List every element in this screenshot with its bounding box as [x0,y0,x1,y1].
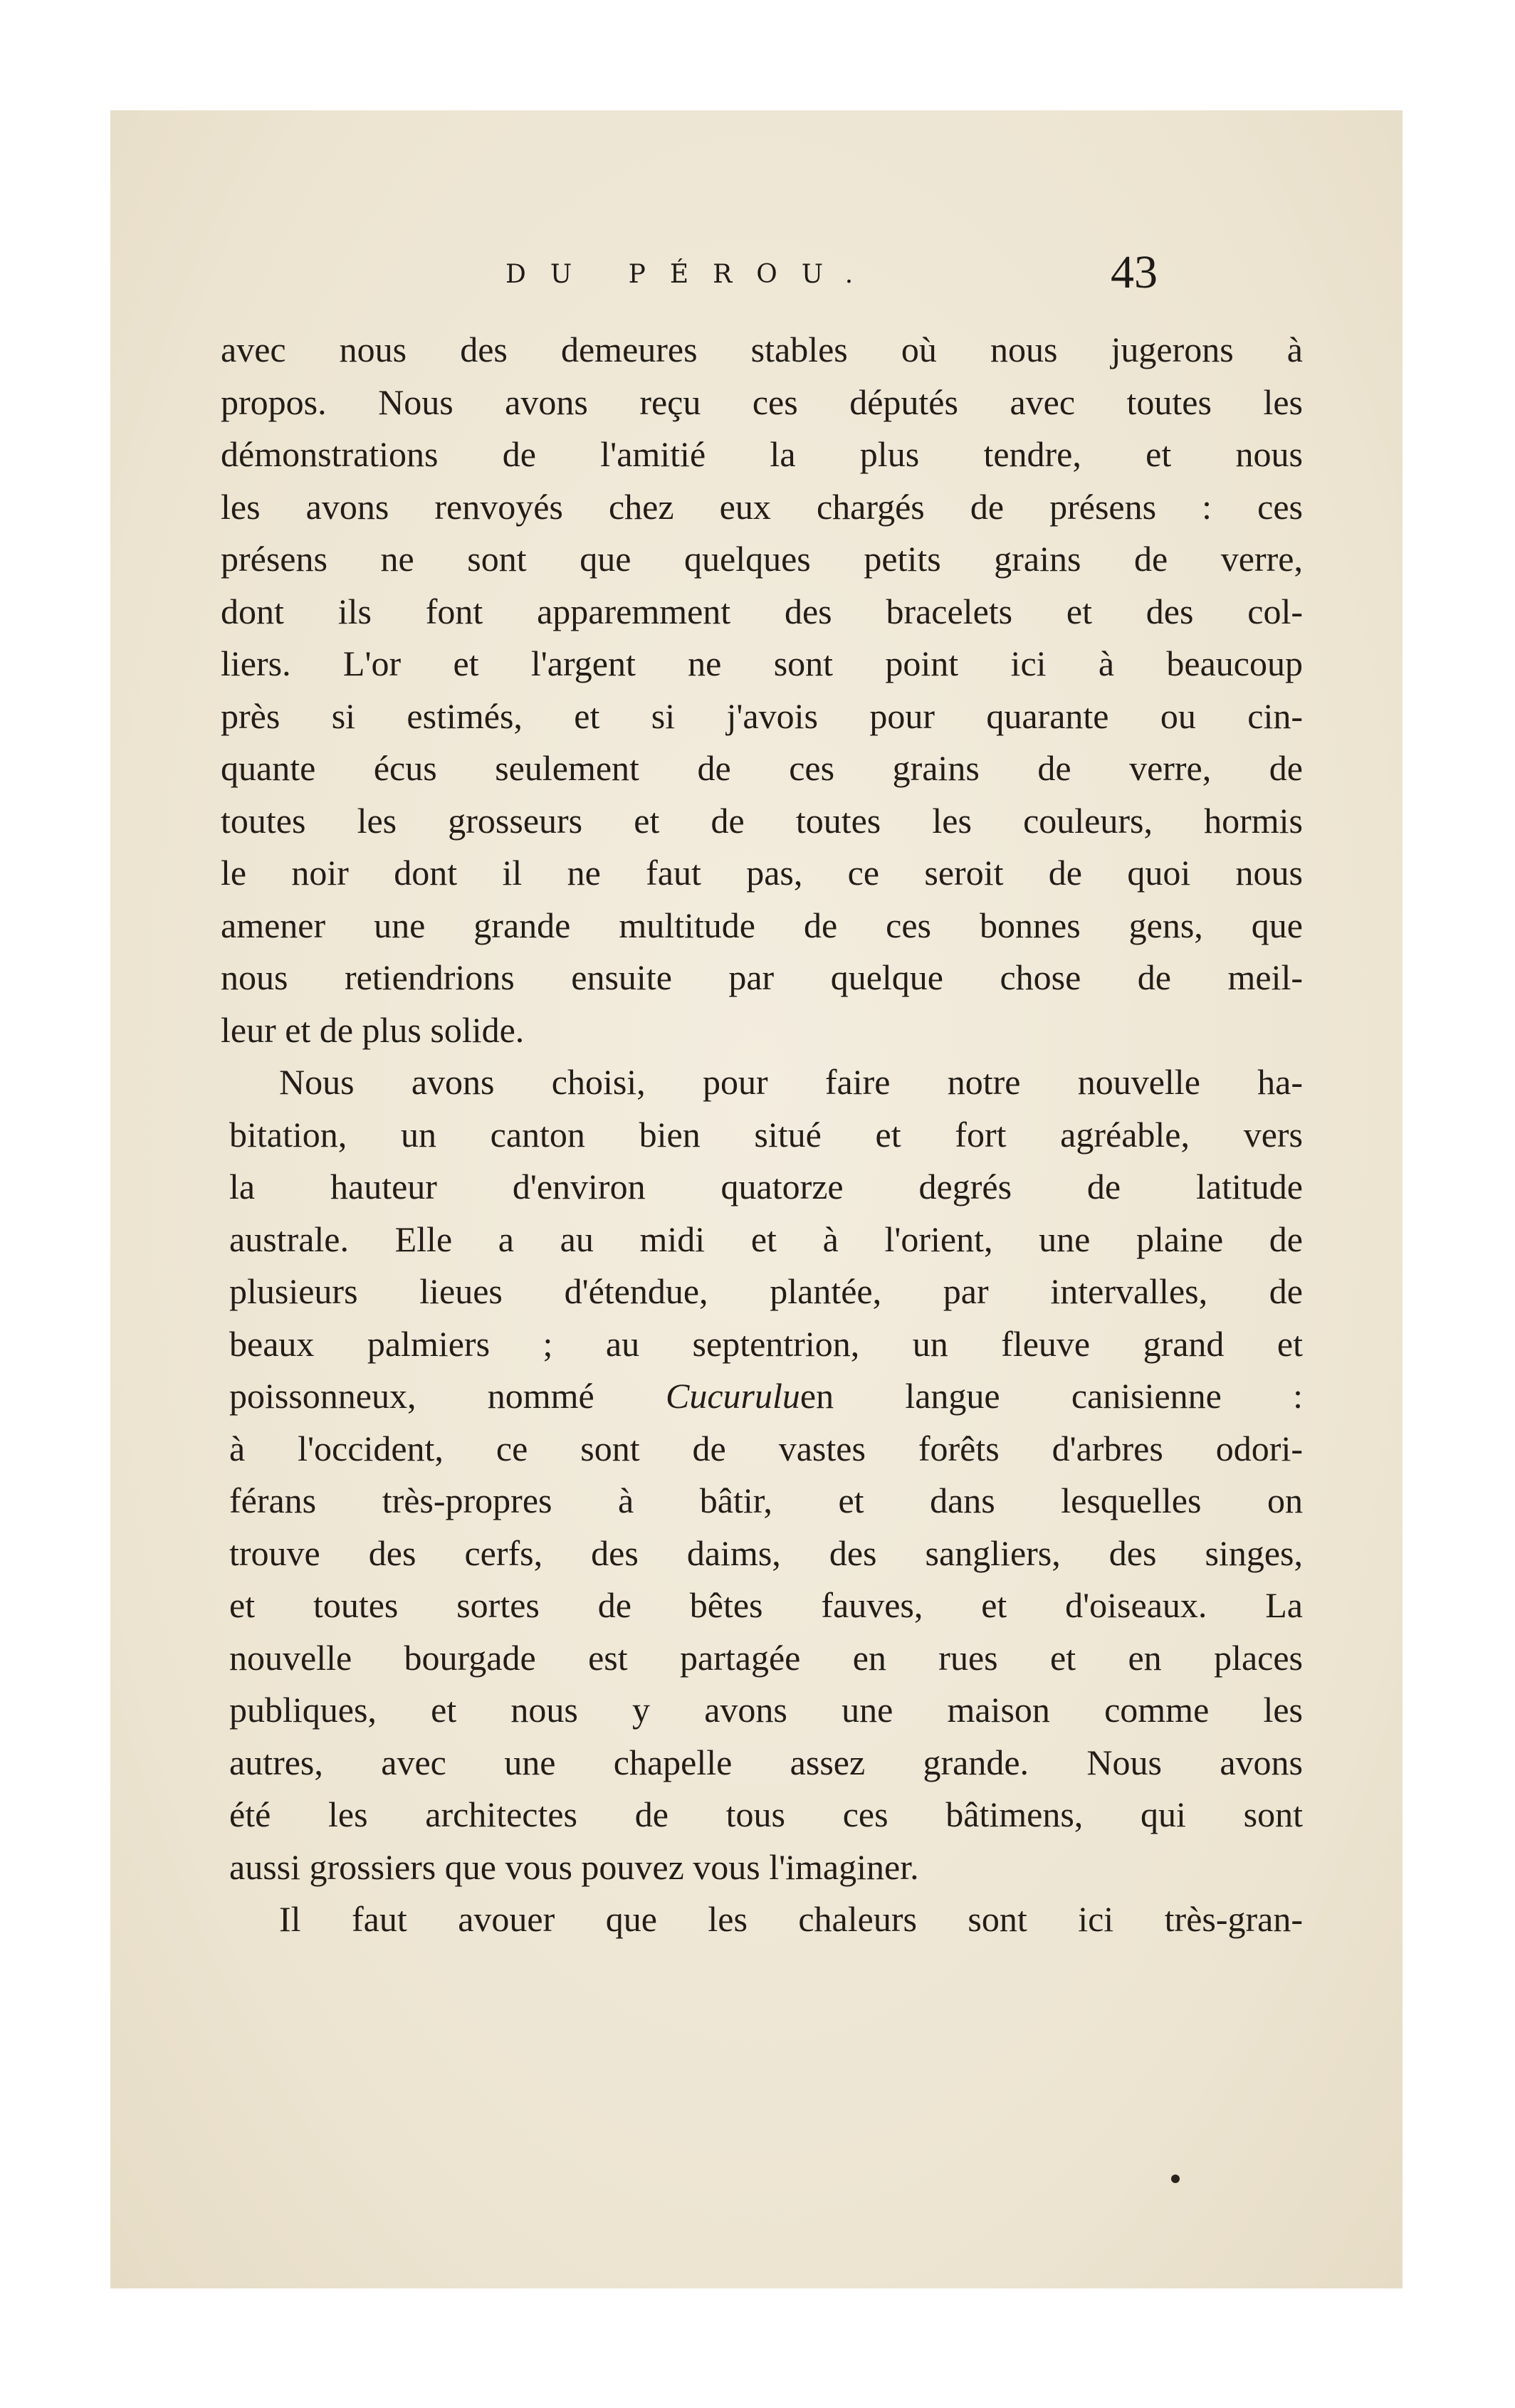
text-line: australe. Elle a au midi et à l'orient, une plaine de [229,1219,1303,1259]
text-line: plusieurs lieues d'étendue, plantée, par intervalles, de [229,1271,1303,1311]
text-line: aussi grossiers que vous pouvez vous l'imaginer. [229,1846,919,1887]
text-line: bitation, un canton bien situé et fort agréable, vers [229,1114,1303,1155]
text-line: liers. L'or et l'argent ne sont point ici à beaucoup [221,643,1303,683]
text-segment: en langue canisienne : [800,1376,1304,1416]
text-line: présens ne sont que quelques petits grains de verre, [221,539,1303,579]
text-line-mixed [229,1370,1303,1423]
text-line: nous retiendrions ensuite par quelque chose de meil- [221,957,1303,997]
text-line: nouvelle bourgade est partagée en rues et en places [229,1637,1303,1678]
text-line: été les architectes de tous ces bâtimens, qui sont [229,1794,1303,1834]
text-line: Il faut avouer que les chaleurs sont ici très-gran- [279,1899,1303,1939]
text-line: beaux palmiers ; au septentrion, un fleuve grand et [229,1323,1303,1364]
text-line: et toutes sortes de bêtes fauves, et d'oiseaux. La [229,1585,1303,1625]
text-line: propos. Nous avons reçu ces députés avec toutes les [221,382,1303,422]
text-line: autres, avec une chapelle assez grande. Nous avons [229,1742,1303,1782]
text-line: publiques, et nous y avons une maison comme les [229,1690,1303,1730]
text-line: à l'occident, ce sont de vastes forêts d'arbres odori- [229,1428,1303,1468]
text-line: amener une grande multitude de ces bonnes gens, que [221,905,1303,945]
text-line: les avons renvoyés chez eux chargés de présens : ces [221,486,1303,527]
page-header [110,246,1403,310]
text-line: démonstrations de l'amitié la plus tendre, et nous [221,434,1303,474]
text-line: la hauteur d'environ quatorze degrés de latitude [229,1167,1303,1206]
text-line: le noir dont il ne faut pas, ce seroit de quoi nous [221,853,1303,893]
text-line: avec nous des demeures stables où nous jugerons à [221,330,1303,369]
text-line: près si estimés, et si j'avois pour quarante ou cin- [221,695,1303,736]
text-segment: poissonneux, nommé [229,1376,594,1416]
text-line: leur et de plus solide. [221,1009,525,1050]
text-line: férans très-propres à bâtir, et dans lesquelles on [229,1481,1303,1520]
text-line: quante écus seulement de ces grains de verre, de [221,748,1303,788]
italic-word: Cucurulu [665,1376,800,1416]
text-line: toutes les grosseurs et de toutes les couleurs, hormis [221,800,1303,841]
text-line: Nous avons choisi, pour faire notre nouvelle ha- [279,1062,1303,1102]
text-line: trouve des cerfs, des daims, des sangliers, des singes, [229,1532,1303,1573]
text-line: dont ils font apparemment des bracelets et des col- [221,591,1303,631]
book-page [110,110,1403,2288]
page-number: 43 [1111,246,1158,298]
ink-speck [1171,2175,1180,2183]
running-title: DU PÉROU. [505,260,878,289]
body-text [221,324,1303,1946]
